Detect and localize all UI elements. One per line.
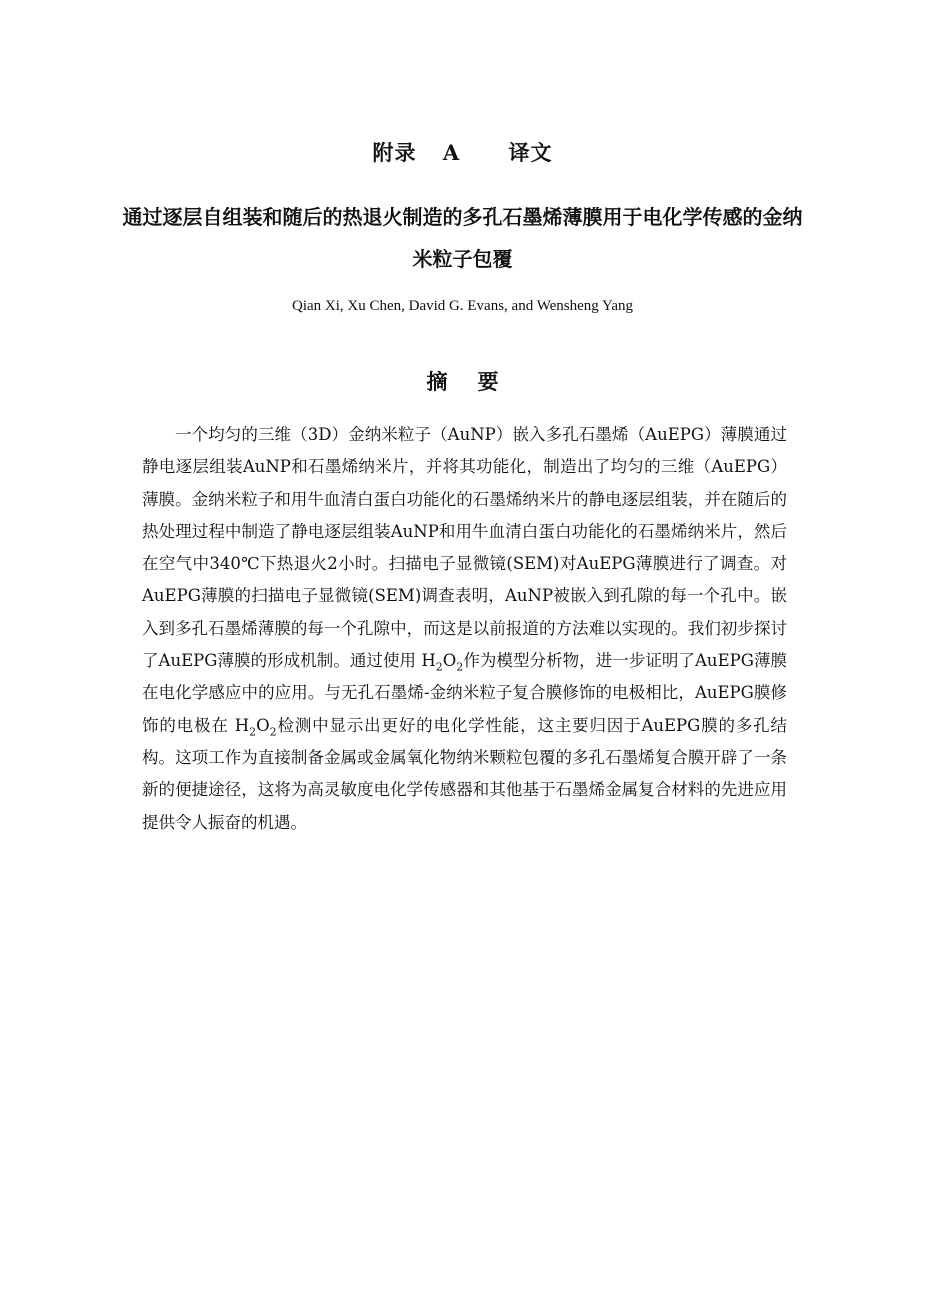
abstract-paragraph [142, 419, 787, 839]
abstract-text-1: 一个均匀的三维（3D）金纳米粒子（AuNP）嵌入多孔石墨烯（AuEPG）薄膜通过静电逐层组装AuNP和石墨烯纳米片，并将其功能化，制造出了均匀的三维（AuEPG）薄膜。金纳米粒子和用牛血清白蛋白功能化的石墨烯纳米片的静电逐层组装，并在随后的热处理过程中制造了静电逐层组装AuNP和用牛血清白蛋白功能化的石墨烯纳米片，然后在空气中340℃下热退火2小时。扫描电子显微镜(SEM)对AuEPG薄膜进行了调查。对AuEPG薄膜的扫描电子显微镜(SEM)调查表明，AuNP被嵌入到孔隙的每一个孔中。嵌入到多孔石墨烯薄膜的每一个孔隙中，而这是以前报道的方法难以实现的。我们初步探讨了AuEPG薄膜的形成机制。通过使用 H [142, 425, 787, 671]
abstract-text-4: O [256, 715, 270, 735]
abstract-heading: 摘要 [426, 369, 529, 394]
paper-title: 通过逐层自组装和随后的热退火制造的多孔石墨烯薄膜用于电化学传感的金纳米粒子包覆 [122, 205, 803, 271]
subscript-2: 2 [249, 724, 257, 738]
authors-line: Qian Xi, Xu Chen, David G. Evans, and Wensheng Yang [292, 298, 633, 314]
abstract-text-2: O [442, 651, 457, 671]
subscript-2: 2 [435, 660, 443, 674]
abstract-text-3: 作为模型分析物，进一步证明了AuEPG薄膜在电化学感应中的应用。与无孔石墨烯-金纳米粒子复合膜修饰的电极相比，AuEPG膜修饰的电极在 H [142, 651, 787, 735]
abstract-text-5: 检测中显示出更好的电化学性能，这主要归因于AuEPG膜的多孔结构。这项工作为直接制备金属或金属氧化物纳米颗粒包覆的多孔石墨烯复合膜开辟了一条新的便捷途径，这将为高灵敏度电化学传感器和其他基于石墨烯金属复合材料的先进应用提供令人振奋的机遇。 [142, 715, 788, 832]
appendix-title: 附录 A 译文 [372, 140, 553, 165]
subscript-2: 2 [269, 724, 277, 738]
subscript-2: 2 [456, 660, 464, 674]
